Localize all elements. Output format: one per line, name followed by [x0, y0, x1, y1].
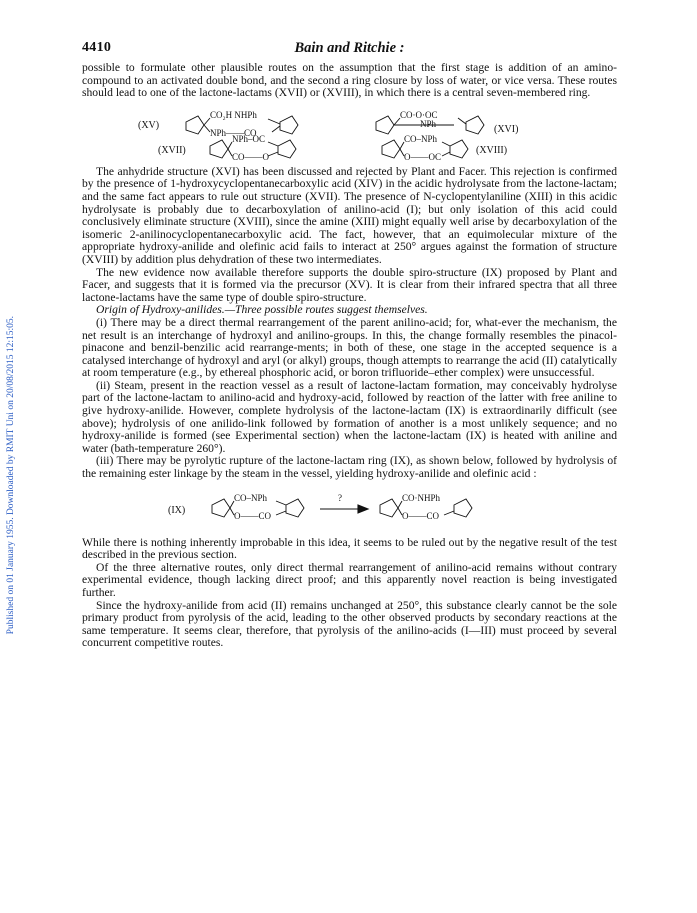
- paragraph-7: (iii) There may be pyrolytic rupture of the lactone-lactam ring (IX), as shown below, followed by hydrolysis of the remaining ester linkage by the steam in the vessel, yielding hydroxy-anilide and olefinic acid :: [82, 454, 617, 481]
- paragraph-8: While there is nothing inherently improbable in this idea, it seems to be ruled out by the negative result of the test described in the previous section.: [82, 535, 617, 562]
- paragraph-5: (i) There may be a direct thermal rearrangement of the parent anilino-acid; for, what-ever the mechanism, the net result is an interchange of hydroxyl and anilino-groups. In this, the change formally resembles the pinacol-pinacone and benzil-benzilic acid rearrange-ments; in both of these, one stage in the accepted sequence is a catalysed interchange of hydroxyl and aryl (or alkyl) groups, though attempts to rearrange the acid (II) catalytically at room temperature (e.g., by ethereal phosphoric acid, or boron trifluoride–ether complex) were unsuccessful.: [82, 315, 617, 380]
- ix-top-group: CO–NPh: [234, 492, 268, 503]
- rupture-drawing: [82, 487, 617, 533]
- structures-xv-xvi-xvii-xviii: [82, 108, 617, 162]
- running-title: Bain and Ritchie :: [294, 40, 405, 56]
- xviii-bottom-group: O——OC: [404, 151, 442, 162]
- paragraph-4-heading: Origin of Hydroxy-anilides.—Three possible routes suggest themselves.: [96, 303, 428, 317]
- xviii-top-group: CO–NPh: [404, 133, 438, 144]
- page-header: [82, 40, 617, 60]
- xvii-bottom-group: CO——O: [232, 151, 270, 162]
- paragraph-2: The anhydride structure (XVI) has been discussed and rejected by Plant and Facer. This rejection is confirmed by the presence of 1-hydroxycyclopentanecarboxylic acid (XIV) in the acidic hydrolysate from the lactone-lactam; and the same fact appears to rule out structure (XVII). The presence of N-cyclopentylaniline (XIII) in this acidic hydrolysate is probably due to decarboxylation of anilino-acid (I); but only isolation of this acid could conclusively eliminate structure (XVIII), since the amine (XIII) might equally well arise by decarboxylation of the isomeric 2-anilinocyclopentanecarboxylic acid. The fact, however, that an equimolecular mixture of the appropriate hydroxy-anilide and olefinic acid fails to interact at 250° argues against the formation of structure (XVIII) by addition plus dehydration of these two intermediates.: [82, 164, 617, 266]
- xvii-top-group: NPh–OC: [232, 133, 266, 144]
- paragraph-1: possible to formulate other plausible routes on the assumption that the first stage is addition of an amino-compound to an activated double bond, and the second a ring closure by loss of water, or vice versa. These routes should lead to one of the lactone-lactams (XVII) or (XVIII), in which there is a central seven-membered ring.: [82, 61, 617, 100]
- structure-ix-rupture: [82, 487, 617, 533]
- label-xv: (XV): [138, 119, 160, 131]
- xv-top-group: CO₂H NHPh: [210, 109, 257, 120]
- label-ix: (IX): [168, 504, 186, 516]
- xvi-middle-group: NPh: [420, 118, 437, 129]
- paragraph-3: The new evidence now available therefore supports the double spiro-structure (IX) proposed by Plant and Facer, and suggests that it is formed via the precursor (XV). It is clear from their infrared spectra that all three lactone-lactams have the same type of double spiro-structure.: [82, 265, 617, 304]
- paragraph-9: Of the three alternative routes, only direct thermal rearrangement of anilino-acid remains without contrary experimental evidence, though lacking direct proof; and this apparently novel reaction is being investigated further.: [82, 560, 617, 599]
- xv-bottom-group: NPh——CO: [210, 127, 257, 138]
- product-top-group: CO·NHPh: [402, 492, 441, 503]
- xvi-top-group: CO·O·OC: [400, 109, 438, 120]
- label-xvii: (XVII): [158, 144, 186, 156]
- product-bottom-group: O——CO: [402, 510, 440, 521]
- download-notice: [2, 150, 20, 800]
- label-xviii: (XVIII): [476, 144, 508, 156]
- label-xvi: (XVI): [494, 123, 519, 135]
- arrow-question-mark: ?: [338, 492, 342, 503]
- paragraph-6: (ii) Steam, present in the reaction vessel as a result of lactone-lactam formation, may conceivably hydrolyse part of the lactone-lactam to anilino-acid and hydroxy-acid, followed by reaction of the latter with free aniline to give hydroxy-anilide. However, complete hydrolysis of the lactone-lactam (IX) is extraordinarily difficult (see above); hydrolysis of one anilido-link followed by formation of another is a most unlikely sequence; and no hydroxy-anilide is formed (see Experimental section) when the lactone-lactam (IX) is heated with aniline and water (bath-temperature 260°).: [82, 378, 617, 455]
- page-number: 4410: [82, 40, 112, 55]
- page-content: [82, 40, 617, 650]
- download-notice-text: Published on 01 January 1955. Downloaded by RMIT Uni on 20/08/2015 12:15:05.: [6, 315, 16, 635]
- ix-bottom-group: O——CO: [234, 510, 272, 521]
- paragraph-10: Since the hydroxy-anilide from acid (II) remains unchanged at 250°, this substance clearly cannot be the sole primary product from pyrolysis of the acid, leading to the other observed products by secondary reactions at the same temperature. It seems clear, therefore, that pyrolysis of the anilino-acids (I—III) must proceed by several concurrent competitive routes.: [82, 598, 617, 650]
